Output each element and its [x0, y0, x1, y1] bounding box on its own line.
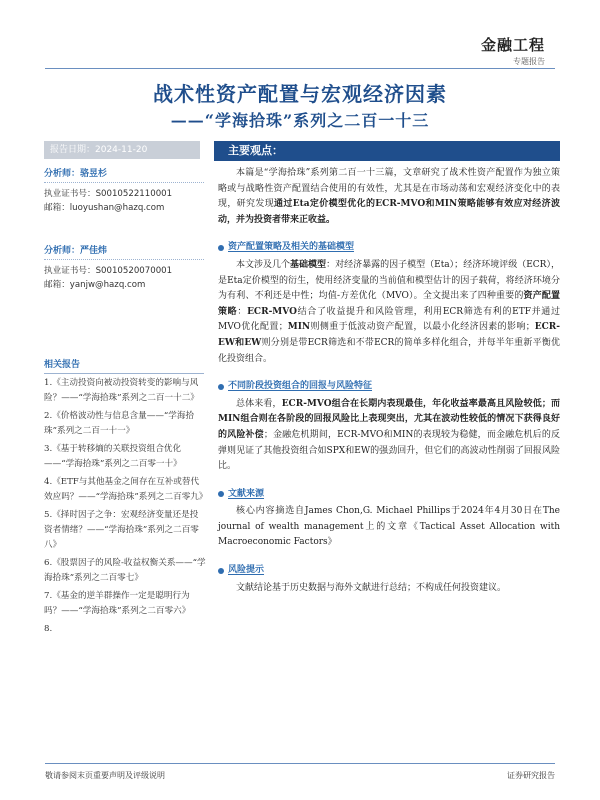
- related-report-item[interactable]: 2.《价格波动性与信息含量——“学海拾珠”系列之二百一十一》: [44, 411, 195, 436]
- analyst-name: 分析师：骆昱杉: [44, 166, 204, 183]
- bullet-icon: [218, 568, 224, 574]
- related-report-item[interactable]: 4.《ETF与其他基金之间存在互补或替代效应吗？——“学海拾珠”系列之二百零九》: [44, 477, 208, 502]
- bold-run: ECR-MVO: [247, 306, 297, 317]
- footer-disclaimer: 敬请参阅末页重要声明及评级说明: [45, 771, 165, 780]
- text-run: ；金融危机期间，ECR-MVO和MIN的表现较为稳健，而金融危机后的反弹则见证了其他投资组合如SPX和EW的强劲回升，但它们的高波动性削弱了回报风险比。: [218, 429, 560, 472]
- related-report-item[interactable]: 8.: [44, 624, 53, 634]
- analyst-name: 分析师：严佳炜: [44, 243, 204, 260]
- related-reports-list: [44, 376, 206, 640]
- analyst-block: [44, 166, 204, 215]
- brand-title: 金融工程: [480, 36, 545, 54]
- analyst-block: [44, 243, 204, 292]
- text-run: ：对经济暴露的因子模型（Eta）；经济环境评级（ECR），是Eta定价模型的衍生，使用经济变量的当前值和模型估计的因子载荷，将经济环境分为有利、不利还是中性；均值-方差优化（MVO）。全文提出来了四种重要的: [218, 259, 560, 302]
- intro-text: 本篇是“学海拾珠”系列第二百一十三篇，文章研究了战术性资产配置作为独立策略或与战略性资产配置结合使用的有效性，尤其是在市场动荡和宏观经济变化中的表现，研究发现: [218, 168, 560, 210]
- main-content: [218, 166, 560, 596]
- text-run: 本文涉及几个: [236, 259, 291, 270]
- related-report-item[interactable]: 1.《主动投资向被动投资转变的影响与风险？——“学海拾珠”系列之二百一十二》: [44, 378, 199, 403]
- text-run: ：: [237, 306, 248, 317]
- section-heading-text: 资产配置策略及相关的基础模型: [228, 242, 355, 253]
- section-heading: [218, 563, 560, 579]
- footer-label: 证券研究报告: [507, 771, 555, 780]
- main-view-header: 主要观点：: [214, 141, 560, 161]
- text-run: 结合了收益提升和风险管理，利用ECR筛选有利的ETF并通过MVO优化配置；: [218, 306, 560, 333]
- bullet-icon: [218, 384, 224, 390]
- text-run: 则侧重于低波动资产配置，以最小化经济因素的影响；: [310, 322, 535, 333]
- related-report-item[interactable]: 6.《股票因子的风险-收益权衡关系——“学海拾珠”系列之二百零七》: [44, 558, 206, 583]
- bold-run: 基础模型: [290, 259, 327, 270]
- intro-emphasis: 通过Eta定价模型优化的ECR-MVO和MIN策略能够有效应对经济波动，并为投资者带来正收益。: [218, 199, 560, 225]
- bullet-icon: [218, 491, 224, 497]
- page-title: 战术性资产配置与宏观经济因素: [153, 82, 447, 106]
- section-heading-text: 不同阶段投资组合的回报与风险特征: [228, 381, 373, 392]
- section-heading: [218, 379, 560, 395]
- related-reports-title: 相关报告: [44, 357, 204, 374]
- section-paragraph: 文献结论基于历史数据与海外文献进行总结；不构成任何投资建议。: [236, 582, 507, 593]
- analyst-email[interactable]: 邮箱：yanjw@hazq.com: [44, 280, 146, 290]
- bold-run: MIN: [287, 322, 311, 333]
- header-divider: [45, 68, 555, 69]
- bold-run: 资产配置策略: [218, 291, 560, 317]
- page-subtitle: ——“学海拾珠”系列之二百一十三: [170, 111, 430, 130]
- report-date: 报告日期：2024-11-20: [44, 141, 200, 159]
- bold-run: ECR-EW和EW: [218, 322, 560, 348]
- related-report-item[interactable]: 5.《择时因子之争：宏观经济变量还是投资者情绪？——“学海拾珠”系列之二百零八》: [44, 510, 199, 550]
- related-report-item[interactable]: 3.《基于转移熵的关联投资组合优化——“学海拾珠”系列之二百零一十》: [44, 444, 182, 469]
- text-run: 则分别是带ECR筛选和不带ECR的简单多样化组合，并每半年重新平衡优化投资组合。: [218, 337, 561, 364]
- section-heading: [218, 240, 560, 256]
- section-heading-text: 风险提示: [228, 565, 265, 576]
- section-heading-text: 文献来源: [228, 488, 265, 499]
- section-heading: [218, 487, 560, 503]
- section-paragraph: 核心内容摘选自James Chon,G. Michael Phillips于2024年4月30日在The journal of wealth management上的文章《Tactical Asset Allocation with Macroeconomic Factors》: [218, 506, 560, 548]
- bullet-icon: [218, 245, 224, 251]
- analyst-sidebar: [44, 166, 204, 320]
- section-paragraph: [218, 397, 560, 475]
- intro-paragraph: [218, 166, 560, 228]
- report-type: 专题报告: [513, 57, 545, 66]
- section-paragraph: [218, 258, 560, 367]
- related-report-item[interactable]: 7.《基金的逆羊群操作一定是聪明行为吗？——“学海拾珠”系列之二百零六》: [44, 591, 191, 616]
- analyst-email[interactable]: 邮箱：luoyushan@hazq.com: [44, 203, 165, 213]
- bold-run: ECR-MVO组合在长期内表现最佳，年化收益率最高且风险较低；而MIN组合则在各阶段的回报风险比上表现突出，尤其在波动性较低的情况下获得良好的风险补偿: [218, 398, 560, 440]
- analyst-cert: 执业证书号：S0010520070001: [44, 266, 173, 276]
- text-run: 总体来看，: [236, 398, 282, 409]
- footer-divider: [45, 763, 555, 764]
- analyst-cert: 执业证书号：S0010522110001: [44, 189, 173, 199]
